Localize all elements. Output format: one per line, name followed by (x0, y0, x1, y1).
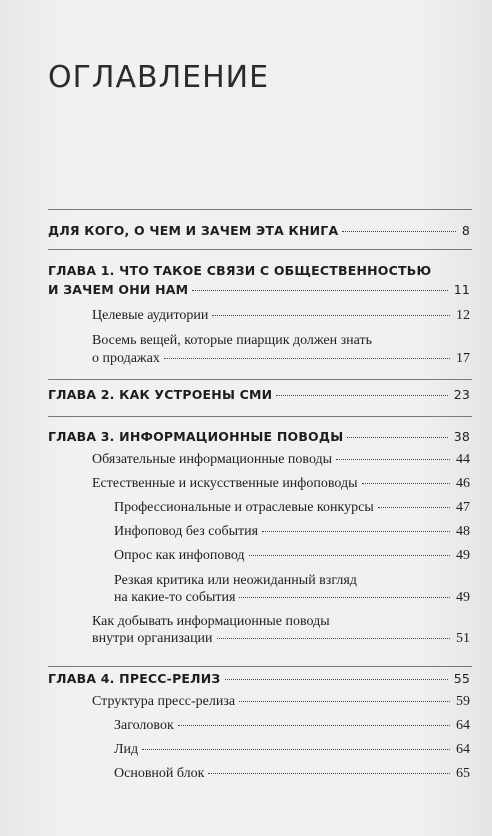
toc-entry-title: ГЛАВА 2. КАК УСТРОЕНЫ СМИ (48, 387, 273, 402)
page-number: 47 (456, 500, 470, 515)
toc-entry-title: на какие-то события (114, 590, 236, 605)
page-number: 11 (453, 282, 470, 297)
dot-leader (239, 597, 450, 598)
toc-entry[interactable] (114, 548, 470, 564)
toc-entry[interactable] (92, 614, 470, 647)
dot-leader (164, 358, 450, 359)
dot-leader (217, 638, 450, 639)
page-number: 51 (456, 631, 470, 646)
page-number: 12 (456, 308, 470, 323)
toc-entry-chapter[interactable] (48, 223, 470, 238)
page-number: 17 (456, 351, 470, 366)
toc-entry-title: Заголовок (114, 718, 174, 733)
toc-entry-chapter[interactable] (48, 387, 470, 402)
toc-entry-title: Основной блок (114, 766, 205, 781)
dot-leader (208, 773, 450, 774)
dot-leader (142, 749, 450, 750)
toc-entry-title: Как добывать информационные поводы (92, 614, 330, 629)
page-number: 59 (456, 694, 470, 709)
divider (48, 249, 472, 250)
toc-entry[interactable] (114, 718, 470, 734)
toc-entry-title: Инфоповод без события (114, 524, 259, 539)
toc-entry-title: внутри организации (92, 631, 213, 646)
dot-leader (262, 531, 450, 532)
toc-entry-title: Профессиональные и отраслевые конкурсы (114, 500, 374, 515)
dot-leader (378, 507, 450, 508)
page-number: 8 (461, 223, 470, 238)
dot-leader (342, 231, 456, 232)
page-number: 65 (456, 766, 470, 781)
dot-leader (212, 315, 450, 316)
divider (48, 416, 472, 417)
toc-entry-title: Структура пресс-релиза (92, 694, 236, 709)
toc-entry-title: ГЛАВА 1. ЧТО ТАКОЕ СВЯЗИ С ОБЩЕСТВЕННОСТЬЮ (48, 263, 432, 278)
toc-entry-title: ДЛЯ КОГО, О ЧЕМ И ЗАЧЕМ ЭТА КНИГА (48, 223, 339, 238)
toc-entry-title: о продажах (92, 351, 160, 366)
toc-entry[interactable] (114, 742, 470, 758)
toc-entry-title: Восемь вещей, которые пиарщик должен знать (92, 333, 372, 348)
page-number: 48 (456, 524, 470, 539)
page-number: 38 (453, 429, 470, 444)
dot-leader (276, 395, 447, 396)
toc-entry[interactable] (92, 476, 470, 492)
toc-entry-title: Естественные и искусственные инфоповоды (92, 476, 358, 491)
toc-entry-title: ГЛАВА 4. ПРЕСС-РЕЛИЗ (48, 671, 221, 686)
page-number: 49 (456, 548, 470, 563)
dot-leader (347, 437, 447, 438)
dot-leader (249, 555, 450, 556)
dot-leader (362, 483, 450, 484)
page-number: 44 (456, 452, 470, 467)
toc-entry-title: Лид (114, 742, 139, 757)
page-number: 55 (453, 671, 470, 686)
toc-entry-chapter[interactable] (48, 429, 470, 444)
toc-entry[interactable] (92, 308, 470, 324)
toc-entry-title: Резкая критика или неожиданный взгляд (114, 573, 357, 588)
dot-leader (336, 459, 450, 460)
dot-leader (225, 679, 448, 680)
divider (48, 379, 472, 380)
toc-entry[interactable] (92, 333, 470, 367)
toc-entry-title: Обязательные информационные поводы (92, 452, 333, 467)
divider (48, 666, 472, 667)
toc-entry[interactable] (92, 694, 470, 710)
page-number: 64 (456, 718, 470, 733)
page-title: ОГЛАВЛЕНИЕ (48, 60, 270, 95)
toc-entry-title: И ЗАЧЕМ ОНИ НАМ (48, 282, 189, 297)
toc-entry-title: ГЛАВА 3. ИНФОРМАЦИОННЫЕ ПОВОДЫ (48, 429, 344, 444)
toc-entry[interactable] (114, 524, 470, 540)
page-number: 64 (456, 742, 470, 757)
toc-entry-chapter[interactable] (48, 671, 470, 686)
toc-entry[interactable] (114, 766, 470, 782)
toc-entry[interactable] (92, 452, 470, 468)
dot-leader (178, 725, 450, 726)
toc-entry-title: Целевые аудитории (92, 308, 209, 323)
toc-entry[interactable] (114, 573, 470, 606)
dot-leader (239, 701, 450, 702)
toc-entry-title: Опрос как инфоповод (114, 548, 245, 563)
page-number: 46 (456, 476, 470, 491)
toc-entry-chapter[interactable] (48, 263, 470, 297)
divider (48, 209, 472, 210)
dot-leader (192, 290, 447, 291)
page-number: 49 (456, 590, 470, 605)
toc-entry[interactable] (114, 500, 470, 516)
page-number: 23 (453, 387, 470, 402)
